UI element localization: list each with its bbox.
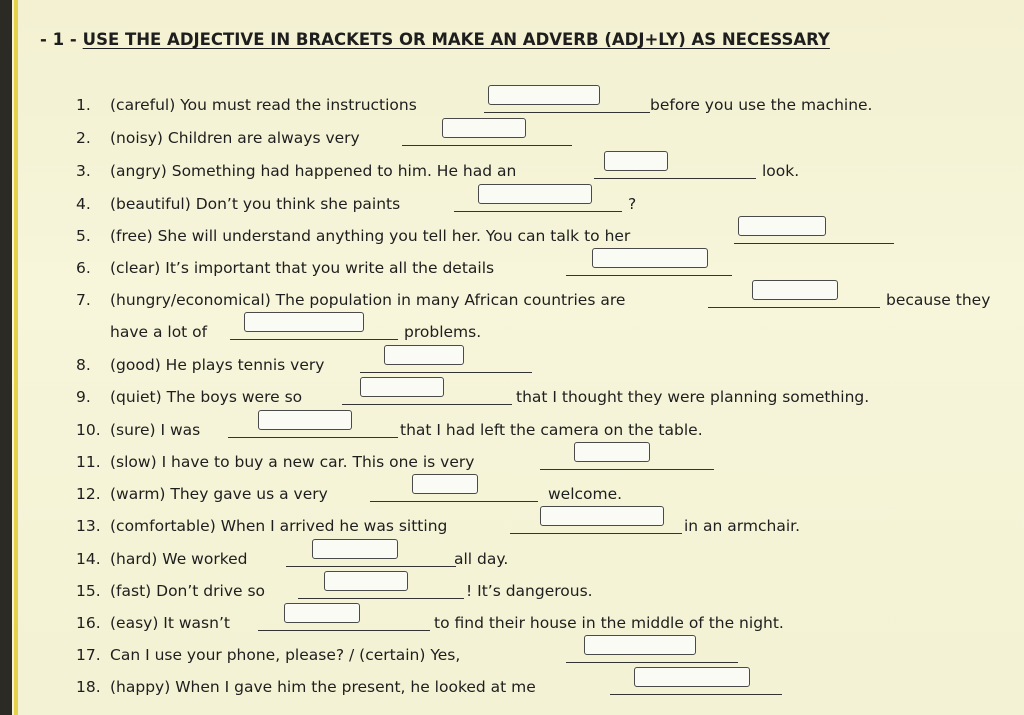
answer-box[interactable]: [478, 184, 592, 204]
answer-box[interactable]: [634, 667, 750, 687]
item-prompt: (noisy) Children are always very: [110, 129, 360, 147]
answer-box[interactable]: [244, 312, 364, 332]
answer-blank-line: [342, 404, 512, 405]
answer-box[interactable]: [540, 506, 664, 526]
answer-blank-line: [540, 469, 714, 470]
item-continuation-text: look.: [762, 162, 800, 180]
answer-box[interactable]: [312, 539, 398, 559]
item-number: 3.: [76, 162, 91, 180]
left-margin-bar: [0, 0, 12, 715]
item-prompt: (quiet) The boys were so: [110, 388, 303, 406]
answer-box[interactable]: [488, 85, 600, 105]
answer-box[interactable]: [738, 216, 826, 236]
exercise-number: - 1 -: [40, 30, 77, 49]
answer-box[interactable]: [360, 377, 444, 397]
item-number: 14.: [76, 550, 101, 568]
item-number: 8.: [76, 356, 91, 374]
item-prompt: (warm) They gave us a very: [110, 485, 328, 503]
answer-blank-line: [734, 243, 894, 244]
item-prompt: (clear) It’s important that you write all the details: [110, 259, 495, 277]
answer-blank-line: [286, 566, 456, 567]
item-prompt: (comfortable) When I arrived he was sitting: [110, 517, 448, 535]
item-number: 6.: [76, 259, 91, 277]
answer-box[interactable]: [592, 248, 708, 268]
item-continuation-text: to find their house in the middle of the night.: [434, 614, 784, 632]
item-prompt: (beautiful) Don’t you think she paints: [110, 195, 401, 213]
item-number: 4.: [76, 195, 91, 213]
answer-blank-line: [510, 533, 682, 534]
item-continuation-text: before you use the machine.: [650, 96, 873, 114]
item-prompt: (easy) It wasn’t: [110, 614, 230, 632]
item-number: 1.: [76, 96, 91, 114]
item-number: 12.: [76, 485, 101, 503]
answer-blank-line: [610, 694, 782, 695]
answer-blank-line: [228, 437, 398, 438]
item-number: 13.: [76, 517, 101, 535]
answer-blank-line: [566, 662, 738, 663]
answer-box[interactable]: [324, 571, 408, 591]
answer-blank-line: [566, 275, 732, 276]
answer-box[interactable]: [384, 345, 464, 365]
left-margin-line: [14, 0, 18, 715]
answer-box[interactable]: [604, 151, 668, 171]
item-continuation-text: because they: [886, 291, 991, 309]
item-number: 11.: [76, 453, 101, 471]
answer-blank-line: [708, 307, 880, 308]
item-continuation-text: all day.: [454, 550, 509, 568]
answer-box[interactable]: [574, 442, 650, 462]
item-number: 2.: [76, 129, 91, 147]
item-continuation-text: welcome.: [548, 485, 623, 503]
answer-blank-line: [298, 598, 464, 599]
item-continuation-text: that I thought they were planning something.: [516, 388, 870, 406]
exercise-title: [40, 30, 830, 49]
item-continuation-text: problems.: [404, 323, 482, 341]
item-number: 17.: [76, 646, 101, 664]
item-number: 9.: [76, 388, 91, 406]
item-prompt: (free) She will understand anything you tell her. You can talk to her: [110, 227, 631, 245]
item-prompt: (hard) We worked: [110, 550, 248, 568]
answer-blank-line: [230, 339, 398, 340]
item-prompt: (angry) Something had happened to him. He had an: [110, 162, 517, 180]
answer-box[interactable]: [752, 280, 838, 300]
item-number: 10.: [76, 421, 101, 439]
item-prompt: (slow) I have to buy a new car. This one is very: [110, 453, 475, 471]
answer-box[interactable]: [258, 410, 352, 430]
item-continuation-text: ! It’s dangerous.: [466, 582, 593, 600]
item-prompt: (careful) You must read the instructions: [110, 96, 417, 114]
item-prompt: (fast) Don’t drive so: [110, 582, 266, 600]
answer-blank-line: [258, 630, 430, 631]
item-prompt: (sure) I was: [110, 421, 201, 439]
item-prompt: (happy) When I gave him the present, he looked at me: [110, 678, 536, 696]
item-number: 16.: [76, 614, 101, 632]
item-number: 18.: [76, 678, 101, 696]
item-number: 15.: [76, 582, 101, 600]
answer-blank-line: [454, 211, 622, 212]
answer-box[interactable]: [284, 603, 360, 623]
item-prompt: (good) He plays tennis very: [110, 356, 325, 374]
answer-blank-line: [360, 372, 532, 373]
answer-box[interactable]: [442, 118, 526, 138]
answer-blank-line: [402, 145, 572, 146]
answer-box[interactable]: [412, 474, 478, 494]
item-continuation-text: in an armchair.: [684, 517, 801, 535]
item-number: 7.: [76, 291, 91, 309]
answer-blank-line: [484, 112, 650, 113]
item-number: 5.: [76, 227, 91, 245]
item-continuation-text: ?: [628, 195, 637, 213]
item-prompt: have a lot of: [110, 323, 208, 341]
answer-blank-line: [594, 178, 756, 179]
item-continuation-text: that I had left the camera on the table.: [400, 421, 703, 439]
item-prompt: Can I use your phone, please? / (certain) Yes,: [110, 646, 461, 664]
answer-box[interactable]: [584, 635, 696, 655]
exercise-instructions: USE THE ADJECTIVE IN BRACKETS OR MAKE AN ADVERB (ADJ+LY) AS NECESSARY: [82, 30, 830, 49]
answer-blank-line: [370, 501, 538, 502]
item-prompt: (hungry/economical) The population in many African countries are: [110, 291, 626, 309]
